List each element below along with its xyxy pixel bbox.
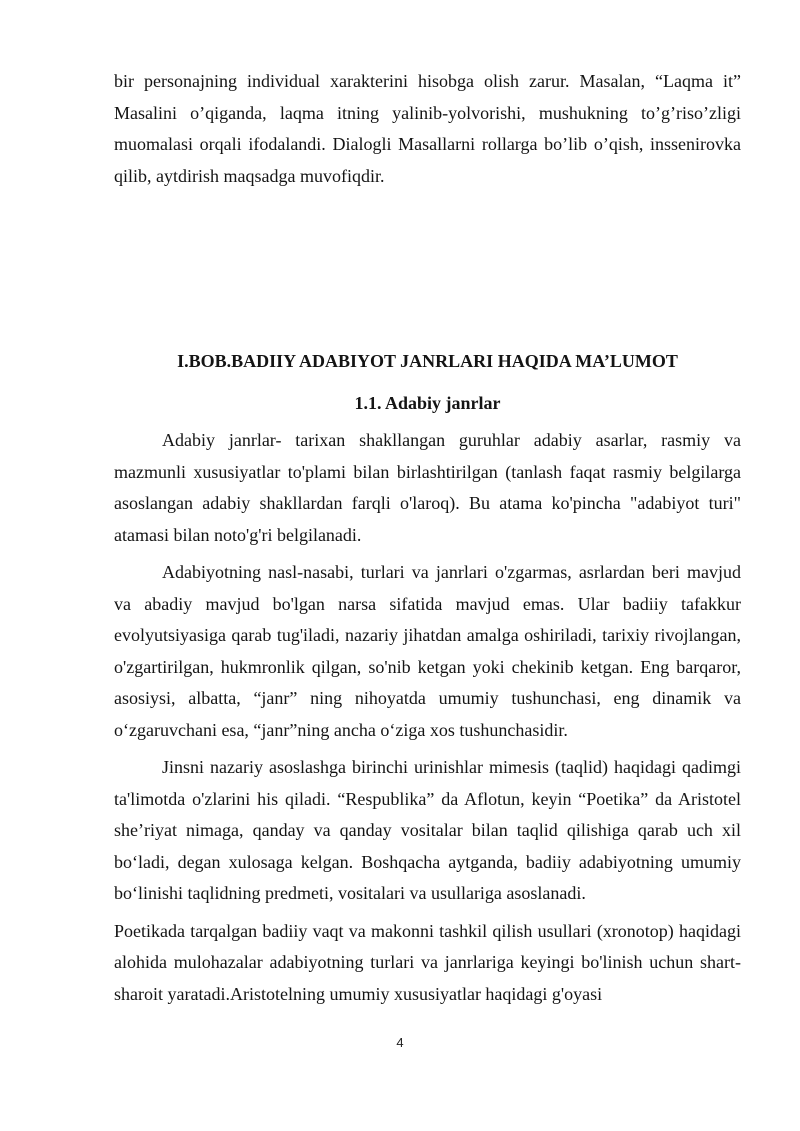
document-page xyxy=(114,66,741,1010)
page-number: 4 xyxy=(396,1035,404,1050)
paragraph-4: Poetikada tarqalgan badiiy vaqt va makonni tashkil qilish usullari (xronotop) haqidagi alohida mulohazalar adabiyotning turlari va janrlariga keyingi bo'linish uchun shart-sharoit yaratadi.Aristotelning umumiy xususiyatlar haqidagi g'oyasi xyxy=(114,920,741,1004)
chapter-heading: I.BOB.BADIIY ADABIYOT JANRLARI HAQIDA MA’LUMOT xyxy=(177,351,678,371)
paragraph-intro: bir personajning individual xarakterini hisobga olish zarur. Masalan, “Laqma it” Masalini o’qiganda, laqma itning yalinib-yolvorishi, mushukning to’g’riso’zligi muomalasi orqali ifodalandi. Dialogli Masallarni rollarga bo’lib o’qish, inssenirovka qilib, aytdirish maqsadga muvofiqdir. xyxy=(114,71,741,186)
paragraph-3: Jinsni nazariy asoslashga birinchi urinishlar mimesis (taqlid) haqidagi qadimgi ta'limotda o'zlarini his qiladi. “Respublika” da Aflotun, keyin “Poetika” da Aristotel she’riyat nimaga, qanday va qanday vositalar bilan taqlid qilishiga qarab uch xil bo‘ladi, degan xulosaga kelgan. Boshqacha aytganda, badiiy adabiyotning umumiy bo‘linishi taqlidning predmeti, vositalari va usullariga asoslanadi. xyxy=(114,757,741,903)
section-heading: 1.1. Adabiy janrlar xyxy=(354,393,501,413)
paragraph-1: Adabiy janrlar- tarixan shakllangan guruhlar adabiy asarlar, rasmiy va mazmunli xususiyatlar to'plami bilan birlashtirilgan (tanlash faqat rasmiy belgilarga asoslangan adabiy shakllardan farqli o'laroq). Bu atama ko'pincha "adabiyot turi" atamasi bilan noto'g'ri belgilanadi. xyxy=(114,430,741,545)
section-spacer xyxy=(114,192,741,345)
paragraph-2: Adabiyotning nasl-nasabi, turlari va janrlari o'zgarmas, asrlardan beri mavjud va abadiy mavjud bo'lgan narsa sifatida mavjud emas. Ular badiiy tafakkur evolyutsiyasiga qarab tug'iladi, nazariy jihatdan amalga oshiriladi, tarixiy rivojlangan, o'zgartirilgan, hukmronlik qilgan, so'nib ketgan yoki chekinib ketgan. Eng barqaror, asosiysi, albatta, “janr” ning nihoyatda umumiy tushunchasi, eng dinamik va o‘zgaruvchani esa, “janr”ning ancha o‘ziga xos tushunchasidir. xyxy=(114,562,741,740)
